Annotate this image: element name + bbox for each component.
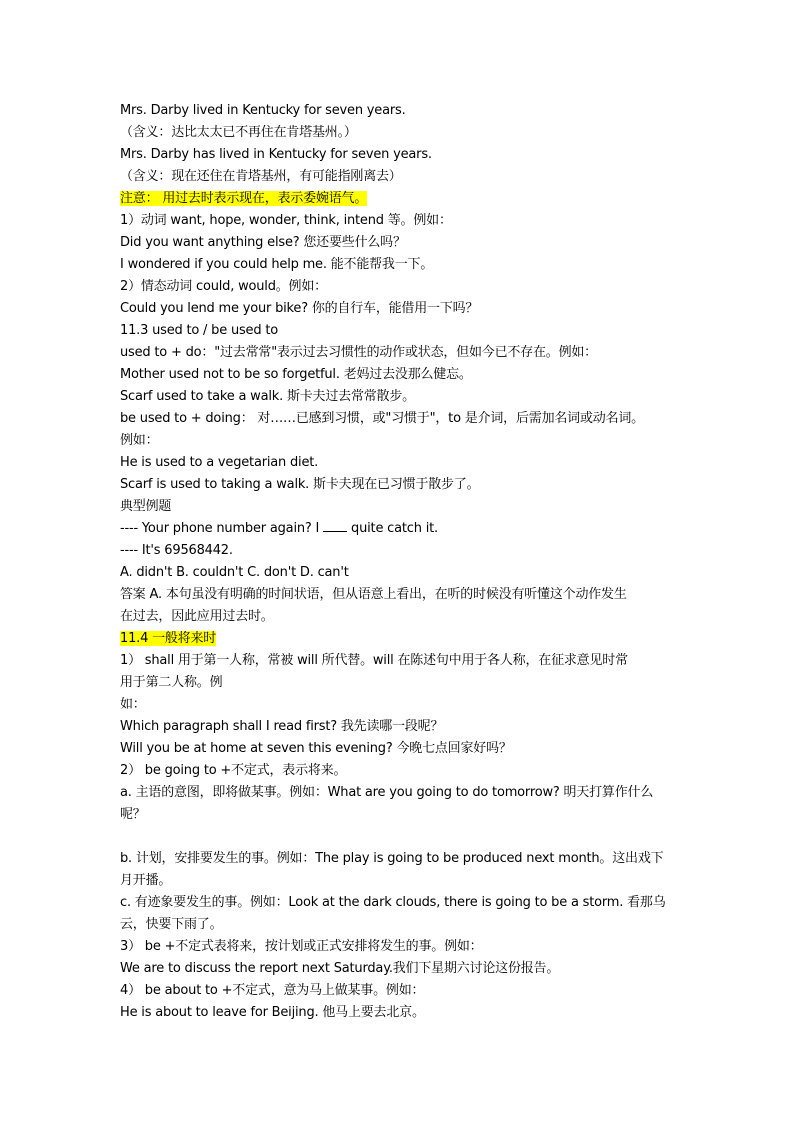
answer-blank [323,520,347,532]
text-line: He is about to leave for Beijing. 他马上要去北京。 [120,1005,425,1020]
text-line: 2）情态动词 could, would。例如： [120,279,327,294]
text-line: Did you want anything else? 您还要些什么吗？ [120,235,406,250]
note-highlight: 注意： 用过去时表示现在，表示委婉语气。 [120,191,368,206]
text-line: 云，快要下雨了。 [120,917,223,932]
document-body [120,100,680,1024]
text-line: （含义：达比太太已不再住在肯塔基州。） [120,125,357,140]
section-heading-11-4: 11.4 一般将来时 [120,631,217,646]
text-line: a. 主语的意图，即将做某事。例如：What are you going to do tomorrow? 明天打算作什么 [120,785,654,800]
note-heading-line [120,188,680,210]
text-line: be used to + doing： 对……已感到习惯，或"习惯于"，to 是介词，后需加名词或动名词。 [120,411,644,426]
text-line: Scarf used to take a walk. 斯卡夫过去常常散步。 [120,389,415,404]
text-line: 答案 A. 本句虽没有明确的时间状语，但从语意上看出，在听的时候没有听懂这个动作发生 [120,587,627,602]
section-heading-11-4-line [120,628,680,650]
text-line: Will you be at home at seven this evening? 今晚七点回家好吗？ [120,741,512,756]
section-heading-11-3: 11.3 used to / be used to [120,323,278,338]
text-line: used to + do："过去常常"表示过去习惯性的动作或状态，但如今已不存在。例如： [120,345,597,360]
text-line: b. 计划，安排要发生的事。例如：The play is going to be produced next month。这出戏下 [120,851,664,866]
blank-line [120,826,680,848]
text-line: 1） shall 用于第一人称，常被 will 所代替。will 在陈述句中用于各人称，在征求意见时常 [120,653,628,668]
question-text-start: ---- Your phone number again? I [120,521,320,536]
answer-options: A. didn't B. couldn't C. don't D. can't [120,565,349,580]
text-line: c. 有迹象要发生的事。例如：Look at the dark clouds, there is going to be a storm. 看那乌 [120,895,666,910]
text-line: 月开播。 [120,873,172,888]
text-line: 2） be going to +不定式，表示将来。 [120,763,347,778]
text-line: 3） be +不定式表将来，按计划或正式安排将发生的事。例如： [120,939,483,954]
text-line: Which paragraph shall I read first? 我先读哪一段呢？ [120,719,444,734]
text-line: ---- It's 69568442. [120,543,233,558]
text-line: Could you lend me your bike? 你的自行车，能借用一下吗？ [120,301,479,316]
text-line: 在过去，因此应用过去时。 [120,609,274,624]
question-line [120,518,680,540]
text-line: （含义：现在还住在肯塔基州，有可能指刚离去） [120,169,402,184]
text-line: He is used to a vegetarian diet. [120,455,319,470]
text-line: 呢？ [120,807,146,822]
text-line: We are to discuss the report next Saturday.我们下星期六讨论这份报告。 [120,961,560,976]
text-line: 4） be about to +不定式，意为马上做某事。例如： [120,983,425,998]
text-line: 1）动词 want, hope, wonder, think, intend 等。例如： [120,213,452,228]
example-heading: 典型例题 [120,499,172,514]
question-text-end: quite catch it. [351,521,438,536]
text-line: I wondered if you could help me. 能不能帮我一下。 [120,257,434,272]
text-line: Mrs. Darby has lived in Kentucky for seven years. [120,147,432,162]
text-line: Scarf is used to taking a walk. 斯卡夫现在已习惯于散步了。 [120,477,480,492]
text-line: 例如： [120,433,159,448]
text-line: Mrs. Darby lived in Kentucky for seven years. [120,103,406,118]
text-line: Mother used not to be so forgetful. 老妈过去没那么健忘。 [120,367,472,382]
text-line: 用于第二人称。例 [120,675,223,690]
text-line: 如： [120,697,146,712]
